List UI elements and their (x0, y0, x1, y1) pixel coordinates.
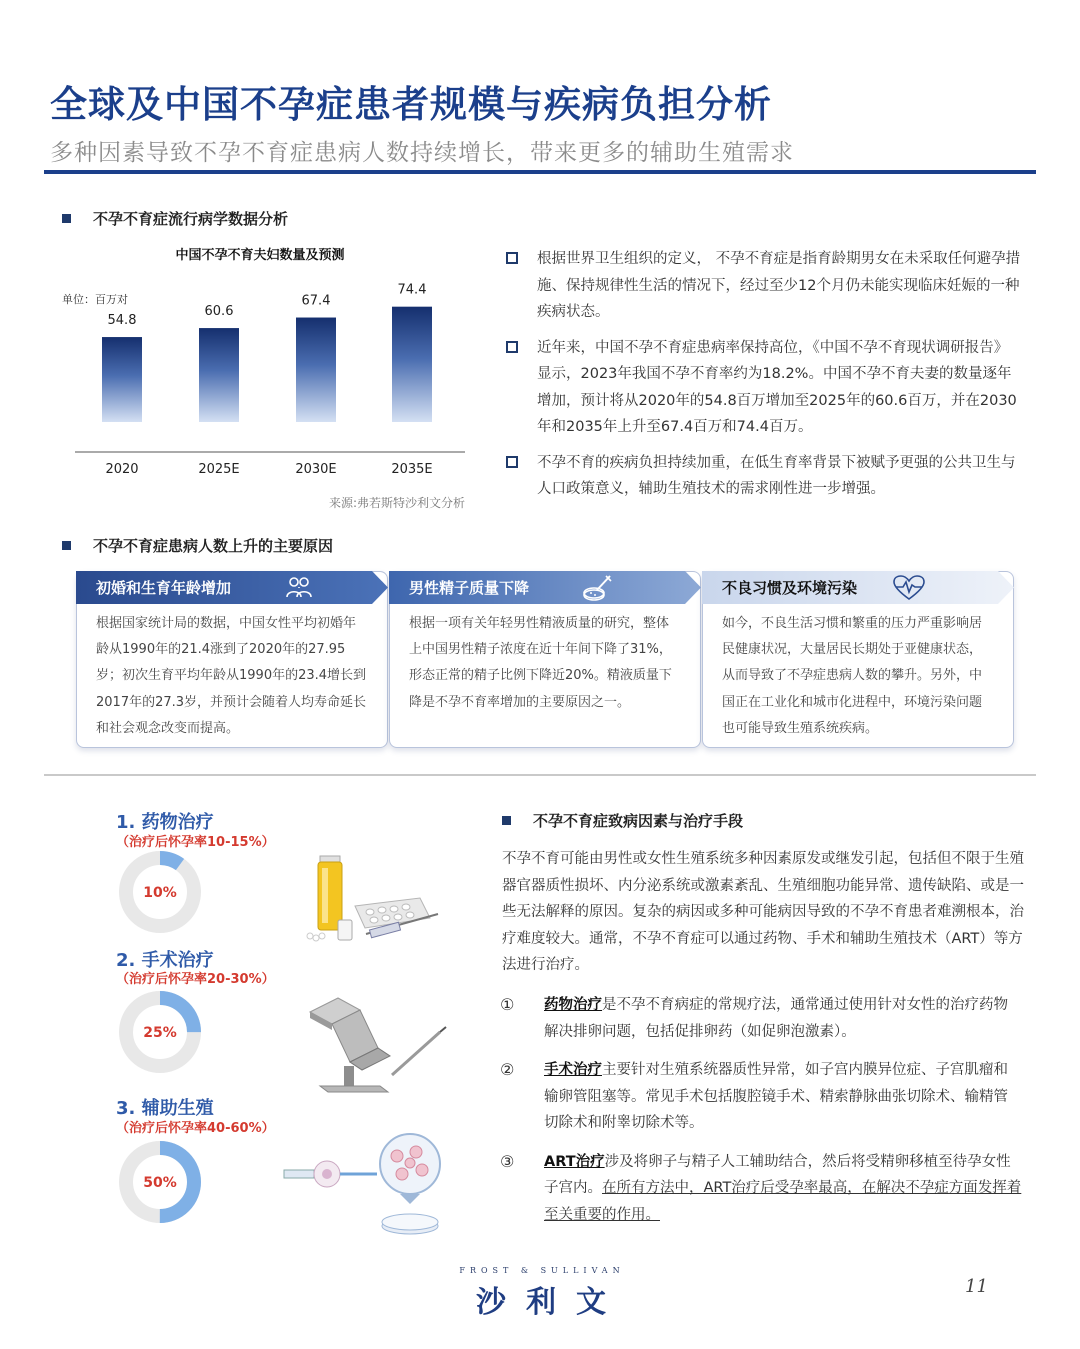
surgical-table-illustration (300, 990, 450, 1095)
donut-drug (116, 848, 204, 936)
people-icon (284, 575, 314, 601)
chart-source: 来源:弗若斯特沙利文分析 (328, 496, 465, 510)
treatment-rate-surgery: （治疗后怀孕率20-30%） (116, 972, 275, 987)
section-divider (44, 774, 1036, 776)
bar-2025E (199, 328, 239, 422)
item-description: 主要针对生殖系统器质性异常，如子宫内膜异位症、子宫肌瘤和输卵管阻塞等。常见手术包括腹腔镜手术、精索静脉曲张切除术、输精管切除术和附睾切除术等。 (544, 1062, 1008, 1131)
section-heading-causes (62, 535, 333, 556)
bullet-item (506, 450, 1021, 503)
card-text: 如今，不良生活习惯和繁重的压力严重影响居民健康状况，大量居民长期处于亚健康状态，从而导致了不孕症患病人数的攀升。另外，中国正在工业化和城市化进程中，环境污染问题也可能导致生殖系统疾病。 (722, 616, 983, 736)
bullet-text: 近年来，中国不孕不育症患病率保持高位，《中国不孕不育现状调研报告》显示，2023年我国不孕不育率约为18.2%。中国不孕不育夫妻的数量逐年增加，预计将从2020年的54.8百万增加至2025年的60.6百万，并在2030年和2035年上升至67.4百万和74.4百万。 (537, 339, 1017, 435)
item-number: ③ (500, 1151, 515, 1171)
item-description: 涉及将卵子与精子人工辅助结合，然后将受精卵移植至待孕女性子宫内。 (544, 1153, 1011, 1196)
chart-unit: 单位：百万对 (62, 293, 128, 306)
square-bullet-icon (62, 541, 71, 550)
page-number: 11 (965, 1276, 988, 1297)
item-term: 手术治疗 (544, 1062, 602, 1078)
ivf-illustration (282, 1130, 452, 1245)
treatment-title-drug: 1. 药物治疗 (116, 812, 214, 833)
treatment-rate-art: （治疗后怀孕率40-60%） (116, 1121, 275, 1136)
chart-title: 中国不孕不育夫妇数量及预测 (175, 248, 345, 263)
section-heading-text: 不孕不育症流行病学数据分析 (93, 210, 289, 228)
item-text (544, 1057, 1022, 1137)
petri-dish-icon (581, 573, 613, 603)
treatment-item-art (500, 1149, 1022, 1229)
card-text: 根据国家统计局的数据，中国女性平均初婚年龄从1990年的21.4涨到了2020年的27.95岁；初次生育平均年龄从1990年的23.4增长到2017年的27.3岁，并预计会随着人均寿命延长和社会观念改变而提高。 (96, 616, 367, 736)
item-highlight: 在所有方法中，ART治疗后受孕率最高，在解决不孕症方面发挥着至关重要的作用。 (544, 1180, 1022, 1223)
bar-2030E (296, 318, 336, 422)
treatment-intro: 不孕不育可能由男性或女性生殖系统多种因素原发或继发引起，包括但不限于生殖器官器质性损坏、内分泌系统或激素紊乱、生殖细胞功能异常、遗传缺陷、或是一些无法解释的原因。复杂的病因或多种可能病因导致的不孕不育患者难溯根本，治疗难度较大。通常，不孕不育症可以通过药物、手术和辅助生殖技术（ART）等方法进行治疗。 (502, 851, 1024, 973)
bar-2035E (392, 307, 432, 422)
section-heading-treatment (502, 810, 743, 831)
cause-card-sperm (389, 571, 701, 749)
bar-value-label: 74.4 (397, 282, 427, 298)
medication-illustration (300, 848, 445, 948)
bar-value-label: 54.8 (107, 313, 137, 329)
donut-surgery (116, 988, 204, 1076)
bar-value-label: 67.4 (301, 293, 331, 309)
page-subtitle: 多种因素导致不孕不育症患病人数持续增长，带来更多的辅助生殖需求 (50, 140, 794, 166)
page-title: 全球及中国不孕症患者规模与疾病负担分析 (50, 83, 772, 126)
donut-label: 50% (143, 1175, 177, 1191)
x-tick-label: 2035E (391, 462, 433, 477)
heart-pulse-icon (892, 574, 926, 602)
bullet-item (506, 246, 1021, 326)
square-outline-icon (506, 252, 518, 264)
card-header (702, 571, 1014, 604)
section-heading-text: 不孕不育症患病人数上升的主要原因 (93, 537, 334, 555)
section-heading-epidemiology (62, 208, 288, 229)
square-outline-icon (506, 456, 518, 468)
treatment-list (500, 992, 1022, 1240)
title-divider (44, 170, 1036, 174)
logo-english: FROST & SULLIVAN (459, 1266, 625, 1275)
square-bullet-icon (62, 214, 71, 223)
item-number: ① (500, 995, 515, 1014)
treatment-title-surgery: 2. 手术治疗 (116, 950, 214, 971)
card-header (389, 571, 701, 604)
item-term: ART治疗 (544, 1153, 605, 1170)
treatment-item-drug (500, 992, 1022, 1045)
donut-label: 25% (143, 1025, 177, 1041)
item-text (544, 992, 1022, 1045)
section-heading-text: 不孕不育症致病因素与治疗手段 (533, 812, 744, 830)
square-outline-icon (506, 341, 518, 353)
logo-chinese: 沙利文 (476, 1285, 626, 1320)
treatment-item-surgery (500, 1057, 1022, 1137)
treatment-rate-drug: （治疗后怀孕率10-15%） (116, 835, 275, 850)
item-number: ② (500, 1060, 515, 1079)
square-bullet-icon (502, 816, 511, 825)
frost-sullivan-logo (455, 1266, 629, 1321)
card-title: 男性精子质量下降 (409, 579, 530, 597)
item-description: 是不孕不育病症的常规疗法，通常通过使用针对女性的治疗药物解决排卵问题，包括促排卵药（如促卵泡激素）。 (544, 997, 1008, 1040)
bullet-item (506, 335, 1021, 441)
card-header (76, 571, 388, 604)
bullet-text: 根据世界卫生组织的定义， 不孕不育症是指育龄期男女在未采取任何避孕措施、保持规律性生活的情况下，经过至少12个月仍未能实现临床妊娠的一种疾病状态。 (537, 251, 1021, 320)
donut-label: 10% (143, 885, 177, 901)
x-tick-label: 2020 (105, 462, 139, 477)
donut-art (116, 1138, 204, 1226)
card-text: 根据一项有关年轻男性精液质量的研究，整体上中国男性精子浓度在近十年间下降了31%，形态正常的精子比例下降近20%。精液质量下降是不孕不育率增加的主要原因之一。 (409, 616, 672, 710)
card-title: 不良习惯及环境污染 (722, 579, 858, 597)
cause-card-lifestyle (702, 571, 1014, 749)
x-tick-label: 2025E (198, 462, 240, 477)
bullet-text: 不孕不育的疾病负担持续加重，在低生育率背景下被赋予更强的公共卫生与人口政策意义，辅助生殖技术的需求刚性进一步增强。 (537, 454, 1016, 497)
bar-2020 (102, 337, 142, 422)
cause-card-age (76, 571, 388, 749)
bar-value-label: 60.6 (204, 304, 234, 320)
item-text (544, 1149, 1022, 1229)
item-term: 药物治疗 (544, 997, 602, 1013)
x-tick-label: 2030E (295, 462, 337, 477)
card-title: 初婚和生育年龄增加 (96, 579, 232, 597)
definition-bullets (506, 246, 1021, 512)
treatment-title-art: 3. 辅助生殖 (116, 1098, 214, 1119)
